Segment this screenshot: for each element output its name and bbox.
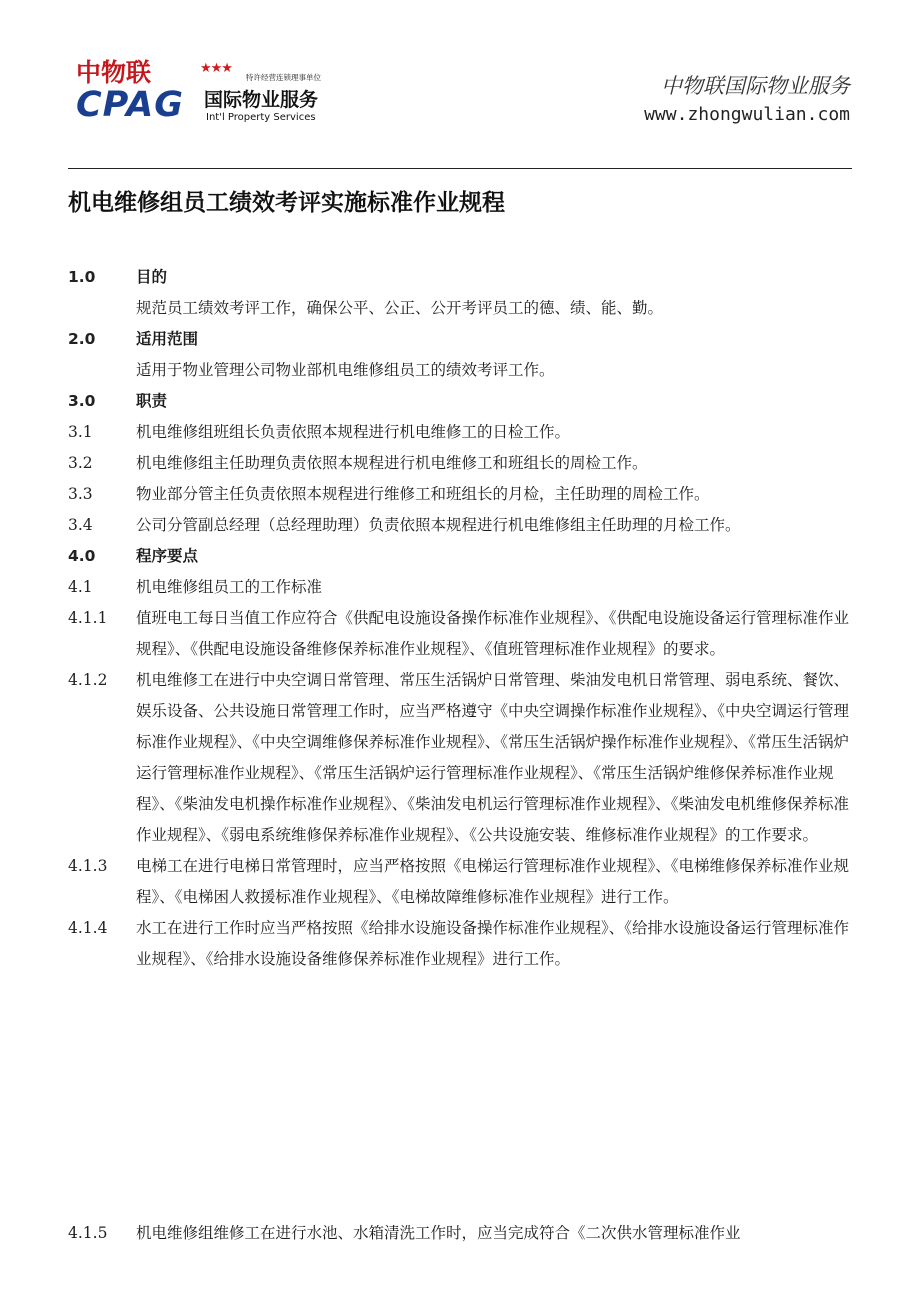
clause-item <box>68 851 858 913</box>
clause-number: 4.1.4 <box>68 919 108 937</box>
section-number: 2.0 <box>68 330 96 348</box>
clause-number: 4.1.5 <box>68 1224 108 1242</box>
logo-acronym: CPAG <box>76 85 184 125</box>
logo-service-cn: 国际物业服务 <box>204 89 319 111</box>
clause-number: 3.3 <box>68 485 93 503</box>
clause-number: 4.1.3 <box>68 857 108 875</box>
section-number: 4.0 <box>68 547 96 565</box>
section-number: 3.0 <box>68 392 96 410</box>
section-paragraph: 规范员工绩效考评工作，确保公平、公正、公开考评员工的德、绩、能、勤。 <box>136 299 664 317</box>
clause-item <box>68 665 858 851</box>
clause-item <box>68 913 858 975</box>
clause-text: 机电维修组员工的工作标准 <box>136 578 323 596</box>
clause-number: 4.1 <box>68 578 93 596</box>
clause-item <box>68 479 858 510</box>
header-divider <box>68 168 852 169</box>
clause-text: 机电维修组维修工在进行水池、水箱清洗工作时，应当完成符合《二次供水管理标准作业 <box>136 1224 741 1242</box>
logo-tagline: 特许经营连锁理事单位 <box>246 73 321 82</box>
clause-item <box>68 572 858 603</box>
brand-title: 中物联国际物业服务 <box>661 74 850 98</box>
clause-item <box>68 510 858 541</box>
clause-item <box>68 448 858 479</box>
brand-url: www.zhongwulian.com <box>644 104 850 125</box>
company-logo <box>76 58 356 130</box>
clause-number: 4.1.2 <box>68 671 108 689</box>
document-body <box>68 262 858 975</box>
star-icon: ★★★ <box>200 61 232 76</box>
logo-service-en: Int'l Property Services <box>206 112 316 123</box>
clause-text: 物业部分管主任负责依照本规程进行维修工和班组长的月检，主任助理的周检工作。 <box>136 485 710 503</box>
section-title: 程序要点 <box>136 547 199 565</box>
clause-text: 机电维修工在进行中央空调日常管理、常压生活锅炉日常管理、柴油发电机日常管理、弱电系统、餐饮、娱乐设备、公共设施日常管理工作时，应当严格遵守《中央空调操作标准作业规程》、《中央空调运行管理标准作业规程》、《中央空调维修保养标准作业规程》、《常压生活锅炉操作标准作业规程》、《常压生活锅炉运行管理标准作业规程》、《常压生活锅炉运行管理标准作业规程》、《常压生活锅炉维修保养标准作业规程》、《柴油发电机操作标准作业规程》、《柴油发电机运行管理标准作业规程》、《柴油发电机维修保养标准作业规程》、《弱电系统维修保养标准作业规程》、《公共设施安装、维修标准作业规程》的工作要求。 <box>136 671 850 844</box>
clause-item <box>68 417 858 448</box>
clause-number: 3.1 <box>68 423 93 441</box>
clause-number: 3.4 <box>68 516 93 534</box>
logo-cn-name: 中物联 <box>76 58 152 87</box>
clause-text: 机电维修组班组长负责依照本规程进行机电维修工的日检工作。 <box>136 423 571 441</box>
section-title: 目的 <box>136 268 168 286</box>
section-heading <box>68 541 858 572</box>
section-heading <box>68 262 858 293</box>
clause-text: 水工在进行工作时应当严格按照《给排水设施设备操作标准作业规程》、《给排水设施设备运行管理标准作业规程》、《给排水设施设备维修保养标准作业规程》进行工作。 <box>136 919 850 968</box>
clause-item <box>68 1218 852 1249</box>
section-heading <box>68 386 858 417</box>
clause-text: 电梯工在进行电梯日常管理时，应当严格按照《电梯运行管理标准作业规程》、《电梯维修保养标准作业规程》、《电梯困人救援标准作业规程》、《电梯故障维修标准作业规程》进行工作。 <box>136 857 850 906</box>
clause-text: 值班电工每日当值工作应符合《供配电设施设备操作标准作业规程》、《供配电设施设备运行管理标准作业规程》、《供配电设施设备维修保养标准作业规程》、《值班管理标准作业规程》的要求。 <box>136 609 850 658</box>
clause-number: 3.2 <box>68 454 93 472</box>
clause-text: 公司分管副总经理（总经理助理）负责依照本规程进行机电维修组主任助理的月检工作。 <box>136 516 741 534</box>
document-title: 机电维修组员工绩效考评实施标准作业规程 <box>68 190 505 216</box>
section-title: 职责 <box>136 392 168 410</box>
section-heading <box>68 324 858 355</box>
section-paragraph: 适用于物业管理公司物业部机电维修组员工的绩效考评工作。 <box>136 361 555 379</box>
clause-item <box>68 603 858 665</box>
page-header <box>0 0 920 170</box>
clause-number: 4.1.1 <box>68 609 108 627</box>
section-title: 适用范围 <box>136 330 199 348</box>
section-number: 1.0 <box>68 268 96 286</box>
clause-text: 机电维修组主任助理负责依照本规程进行机电维修工和班组长的周检工作。 <box>136 454 648 472</box>
